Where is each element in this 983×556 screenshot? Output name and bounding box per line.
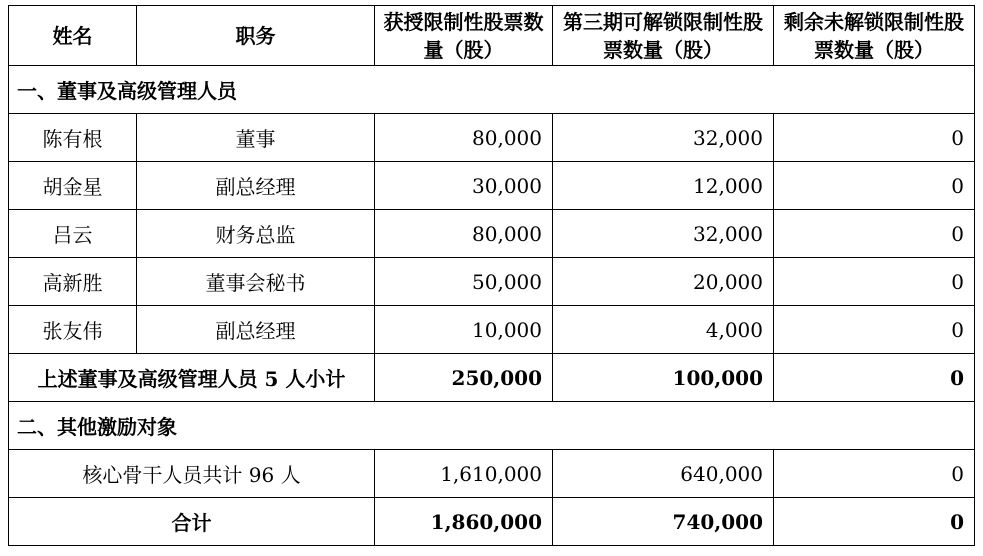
section-label: 二、其他激励对象 xyxy=(9,402,975,450)
subtotal-label: 上述董事及高级管理人员 5 人小计 xyxy=(9,354,375,402)
cell-name: 吕云 xyxy=(9,210,137,258)
subtotal-row xyxy=(9,354,975,402)
cell-granted: 1,610,000 xyxy=(375,450,553,498)
cell-granted: 80,000 xyxy=(375,114,553,162)
cell-title: 副总经理 xyxy=(137,306,375,354)
cell-unlock: 20,000 xyxy=(553,258,774,306)
subtotal-remaining: 0 xyxy=(774,354,975,402)
header-name: 姓名 xyxy=(9,6,137,66)
restricted-stock-table xyxy=(8,5,975,546)
header-remaining: 剩余未解锁限制性股票数量（股） xyxy=(774,6,975,66)
section-row xyxy=(9,402,975,450)
cell-title: 董事 xyxy=(137,114,375,162)
cell-remaining: 0 xyxy=(774,162,975,210)
cell-title: 财务总监 xyxy=(137,210,375,258)
cell-unlock: 4,000 xyxy=(553,306,774,354)
section-label: 一、董事及高级管理人员 xyxy=(9,66,975,114)
cell-granted: 80,000 xyxy=(375,210,553,258)
table-row xyxy=(9,114,975,162)
cell-remaining: 0 xyxy=(774,306,975,354)
table-row xyxy=(9,450,975,498)
cell-name: 高新胜 xyxy=(9,258,137,306)
table-row xyxy=(9,162,975,210)
table-row xyxy=(9,306,975,354)
cell-remaining: 0 xyxy=(774,114,975,162)
header-granted: 获授限制性股票数量（股） xyxy=(375,6,553,66)
cell-title: 副总经理 xyxy=(137,162,375,210)
table-row xyxy=(9,258,975,306)
cell-granted: 30,000 xyxy=(375,162,553,210)
subtotal-granted: 250,000 xyxy=(375,354,553,402)
total-label: 合计 xyxy=(9,498,375,546)
total-remaining: 0 xyxy=(774,498,975,546)
total-row xyxy=(9,498,975,546)
cell-name: 陈有根 xyxy=(9,114,137,162)
subtotal-unlock: 100,000 xyxy=(553,354,774,402)
section-row xyxy=(9,66,975,114)
cell-name: 张友伟 xyxy=(9,306,137,354)
cell-granted: 50,000 xyxy=(375,258,553,306)
table-row xyxy=(9,210,975,258)
core-staff-label: 核心骨干人员共计 96 人 xyxy=(9,450,375,498)
cell-unlock: 32,000 xyxy=(553,210,774,258)
cell-unlock: 32,000 xyxy=(553,114,774,162)
cell-granted: 10,000 xyxy=(375,306,553,354)
header-title: 职务 xyxy=(137,6,375,66)
cell-title: 董事会秘书 xyxy=(137,258,375,306)
total-unlock: 740,000 xyxy=(553,498,774,546)
header-row xyxy=(9,6,975,66)
cell-name: 胡金星 xyxy=(9,162,137,210)
cell-remaining: 0 xyxy=(774,258,975,306)
cell-remaining: 0 xyxy=(774,450,975,498)
header-unlock-third: 第三期可解锁限制性股票数量（股） xyxy=(553,6,774,66)
cell-unlock: 640,000 xyxy=(553,450,774,498)
total-granted: 1,860,000 xyxy=(375,498,553,546)
cell-unlock: 12,000 xyxy=(553,162,774,210)
cell-remaining: 0 xyxy=(774,210,975,258)
